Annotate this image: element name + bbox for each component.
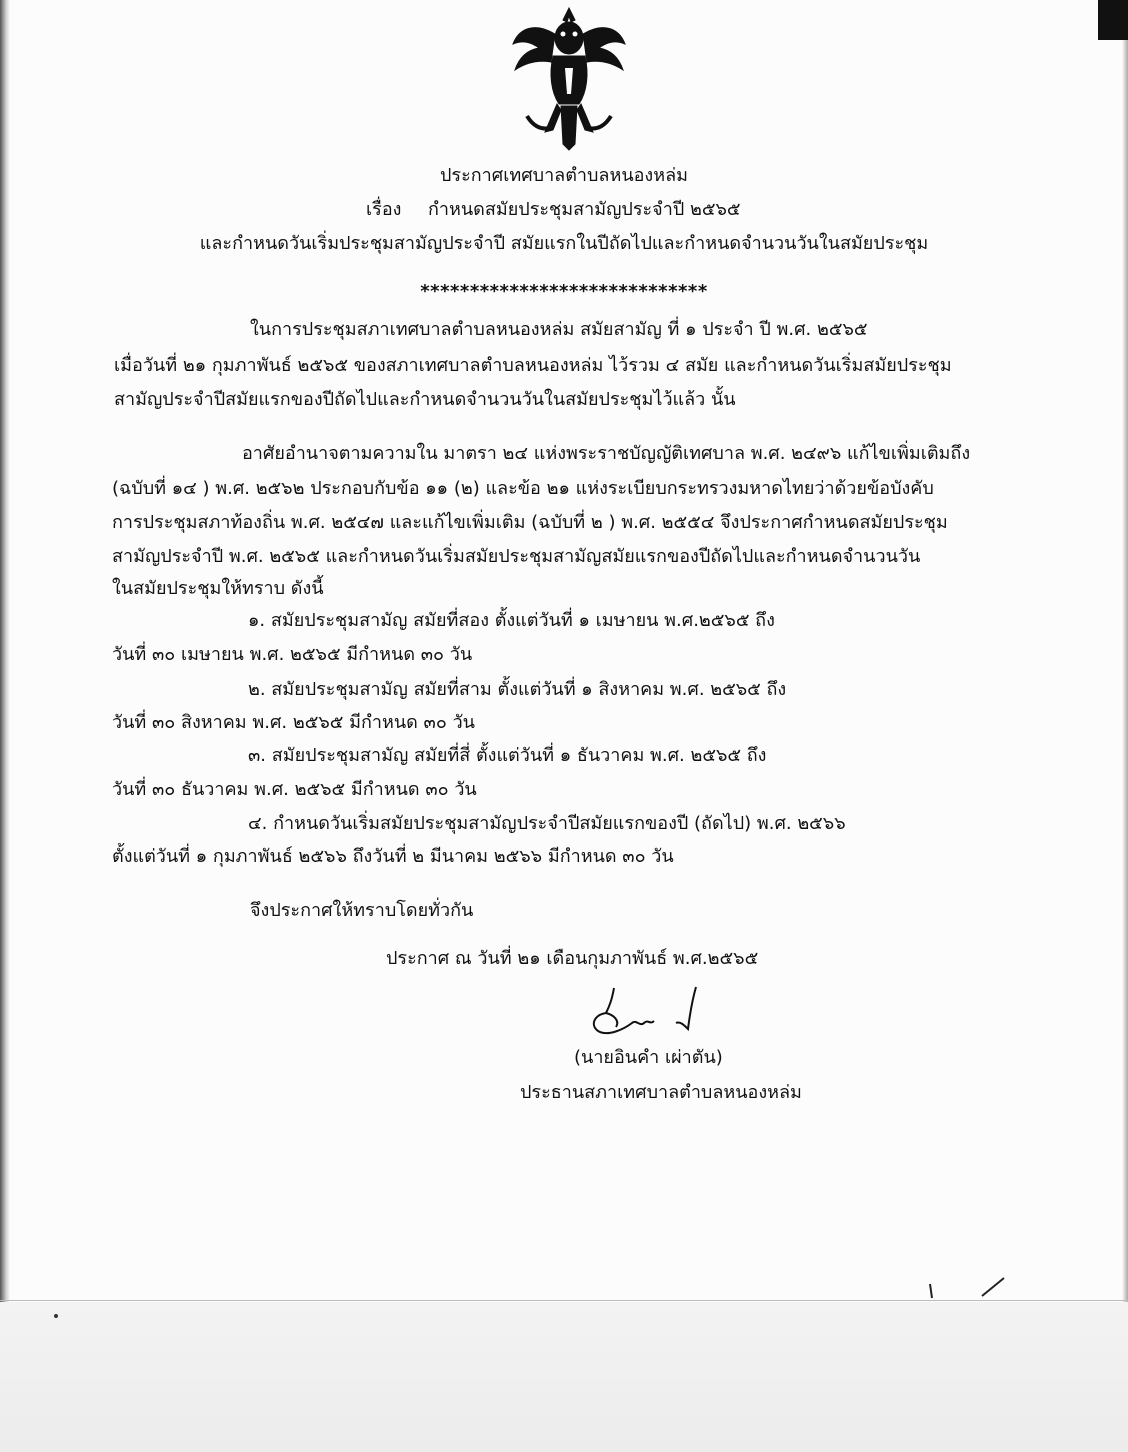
paragraph-line: ในสมัยประชุมให้ทราบ ดังนี้ (112, 578, 324, 599)
subject-continued: และกำหนดวันเริ่มประชุมสามัญประจำปี สมัยแรกในปีถัดไปและกำหนดจำนวนวันในสมัยประชุม (199, 233, 929, 254)
scan-speck (54, 1314, 58, 1318)
page-fold-line (0, 1300, 1128, 1301)
paragraph-line: (ฉบับที่ ๑๔ ) พ.ศ. ๒๕๖๒ ประกอบกับข้อ ๑๑ (๒) และข้อ ๒๑ แห่งระเบียบกระทรวงมหาดไทยว่าด้วยข้อบังคับ (112, 478, 934, 499)
garuda-emblem-icon (505, 4, 633, 154)
paragraph-line: ในการประชุมสภาเทศบาลตำบลหนองหล่ม สมัยสามัญ ที่ ๑ ประจำ ปี พ.ศ. ๒๕๖๕ (250, 319, 868, 340)
announcement-org: ประกาศเทศบาลตำบลหนองหล่ม (440, 165, 688, 186)
page-edge-shadow (0, 0, 10, 1452)
handwritten-signature (584, 985, 714, 1040)
paragraph-line: อาศัยอำนาจตามความใน มาตรา ๒๔ แห่งพระราชบัญญัติเทศบาล พ.ศ. ๒๔๙๖ แก้ไขเพิ่มเติมถึง (242, 443, 971, 464)
closing-statement: จึงประกาศให้ทราบโดยทั่วกัน (250, 900, 474, 921)
scan-corner (1098, 0, 1128, 40)
paragraph-line: สามัญประจำปีสมัยแรกของปีถัดไปและกำหนดจำนวนวันในสมัยประชุมไว้แล้ว นั้น (114, 389, 736, 410)
announcement-date: ประกาศ ณ วันที่ ๒๑ เดือนกุมภาพันธ์ พ.ศ.๒๕๖๕ (386, 948, 759, 969)
list-item: ๔. กำหนดวันเริ่มสมัยประชุมสามัญประจำปีสมัยแรกของปี (ถัดไป) พ.ศ. ๒๕๖๖ (248, 813, 846, 834)
list-item: ๓. สมัยประชุมสามัญ สมัยที่สี่ ตั้งแต่วันที่ ๑ ธันวาคม พ.ศ. ๒๕๖๕ ถึง (248, 745, 767, 766)
list-item-cont: วันที่ ๓๐ ธันวาคม พ.ศ. ๒๕๖๕ มีกำหนด ๓๐ วัน (112, 779, 477, 800)
list-item: ๒. สมัยประชุมสามัญ สมัยที่สาม ตั้งแต่วันที่ ๑ สิงหาคม พ.ศ. ๒๕๖๕ ถึง (248, 679, 787, 700)
list-item-cont: วันที่ ๓๐ สิงหาคม พ.ศ. ๒๕๖๕ มีกำหนด ๓๐ วัน (112, 712, 475, 733)
list-item-cont: วันที่ ๓๐ เมษายน พ.ศ. ๒๕๖๕ มีกำหนด ๓๐ วัน (112, 644, 473, 665)
subject-label: เรื่อง (366, 199, 402, 220)
list-item-cont: ตั้งแต่วันที่ ๑ กุมภาพันธ์ ๒๕๖๖ ถึงวันที่ ๒ มีนาคม ๒๕๖๖ มีกำหนด ๓๐ วัน (112, 846, 674, 867)
paragraph-line: การประชุมสภาท้องถิ่น พ.ศ. ๒๕๔๗ และแก้ไขเพิ่มเติม (ฉบับที่ ๒ ) พ.ศ. ๒๕๕๔ จึงประกาศกำหนดสมัยประชุม (112, 512, 948, 533)
list-item: ๑. สมัยประชุมสามัญ สมัยที่สอง ตั้งแต่วันที่ ๑ เมษายน พ.ศ.๒๕๖๕ ถึง (248, 610, 775, 631)
signer-name: (นายอินคำ เผ่าตัน) (574, 1047, 723, 1068)
subject-title: กำหนดสมัยประชุมสามัญประจำปี ๒๕๖๕ (428, 199, 741, 220)
scan-mark (920, 1272, 1040, 1302)
separator-line: ***************************** (420, 281, 708, 302)
signer-title: ประธานสภาเทศบาลตำบลหนองหล่ม (520, 1082, 802, 1103)
paragraph-line: สามัญประจำปี พ.ศ. ๒๕๖๕ และกำหนดวันเริ่มสมัยประชุมสามัญสมัยแรกของปีถัดไปและกำหนดจำนวนวัน (112, 546, 921, 567)
lower-sheet (0, 1302, 1128, 1452)
paragraph-line: เมื่อวันที่ ๒๑ กุมภาพันธ์ ๒๕๖๕ ของสภาเทศบาลตำบลหนองหล่ม ไว้รวม ๔ สมัย และกำหนดวันเริ่มสมัยประชุม (114, 355, 952, 376)
